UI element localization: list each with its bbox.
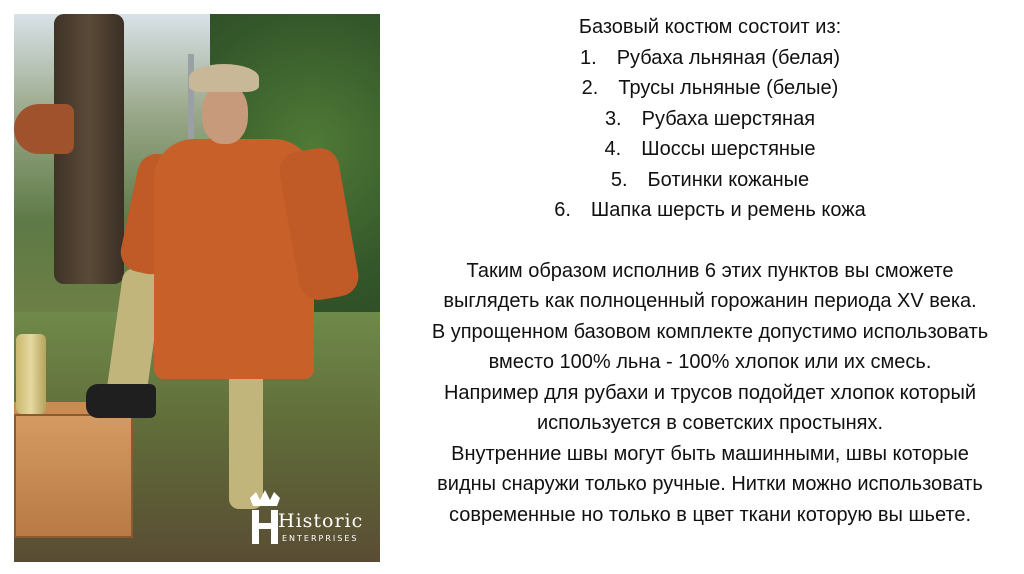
spacer (410, 226, 1010, 256)
list-number: 4. (604, 138, 622, 160)
logo-subtext: ENTERPRISES (282, 534, 359, 543)
body-line: современные но только в цвет ткани которую вы шьете. (448, 503, 972, 526)
costumed-person (114, 54, 354, 524)
list-label: Ботинки кожаные (647, 168, 810, 191)
body-line: В упрощенном базовом комплекте допустимо использовать (431, 320, 989, 343)
list-heading: Базовый костюм состоит из: (578, 16, 842, 38)
list-item (410, 134, 1010, 165)
list-item (410, 165, 1010, 196)
costume-photo (14, 14, 380, 562)
list-number: 5. (610, 168, 628, 191)
body-line: выглядеть как полноценный горожанин периода XV века. (443, 290, 977, 312)
head (202, 84, 248, 144)
list-label: Рубаха льняная (белая) (616, 46, 840, 69)
logo-word: Historic (278, 510, 364, 532)
list-label: Шапка шерсть и ремень кожа (590, 199, 866, 221)
list-label: Шоссы шерстяные (641, 138, 816, 160)
tree-stump (14, 104, 74, 154)
body-line: Например для рубахи и трусов подойдет хлопок который (443, 381, 977, 404)
list-item (410, 43, 1010, 74)
list-item (410, 195, 1010, 226)
body-line: Таким образом исполнив 6 этих пунктов вы сможете (466, 259, 954, 282)
hat (189, 64, 259, 92)
body-paragraph (410, 256, 1010, 531)
historic-enterprises-logo (246, 490, 374, 552)
list-number: 1. (580, 46, 597, 69)
list-number: 6. (554, 199, 571, 221)
list-item (410, 104, 1010, 135)
body-line: вместо 100% льна - 100% хлопок или их смесь. (488, 351, 932, 373)
list-number: 2. (581, 77, 599, 99)
list-label: Рубаха шерстяная (641, 107, 816, 130)
costume-list (410, 43, 1010, 226)
body-line: видны снаружи только ручные. Нитки можно использовать (437, 473, 983, 495)
description-text (410, 12, 1010, 530)
list-number: 3. (604, 107, 622, 130)
body-line: Внутренние швы могут быть машинными, швы которые (451, 442, 969, 465)
right-leg (229, 359, 263, 509)
list-label: Трусы льняные (белые) (618, 77, 839, 99)
body-line: используется в советских простынях. (536, 412, 884, 434)
jug (16, 334, 46, 414)
list-item (410, 73, 1010, 104)
leather-boot (86, 384, 156, 418)
